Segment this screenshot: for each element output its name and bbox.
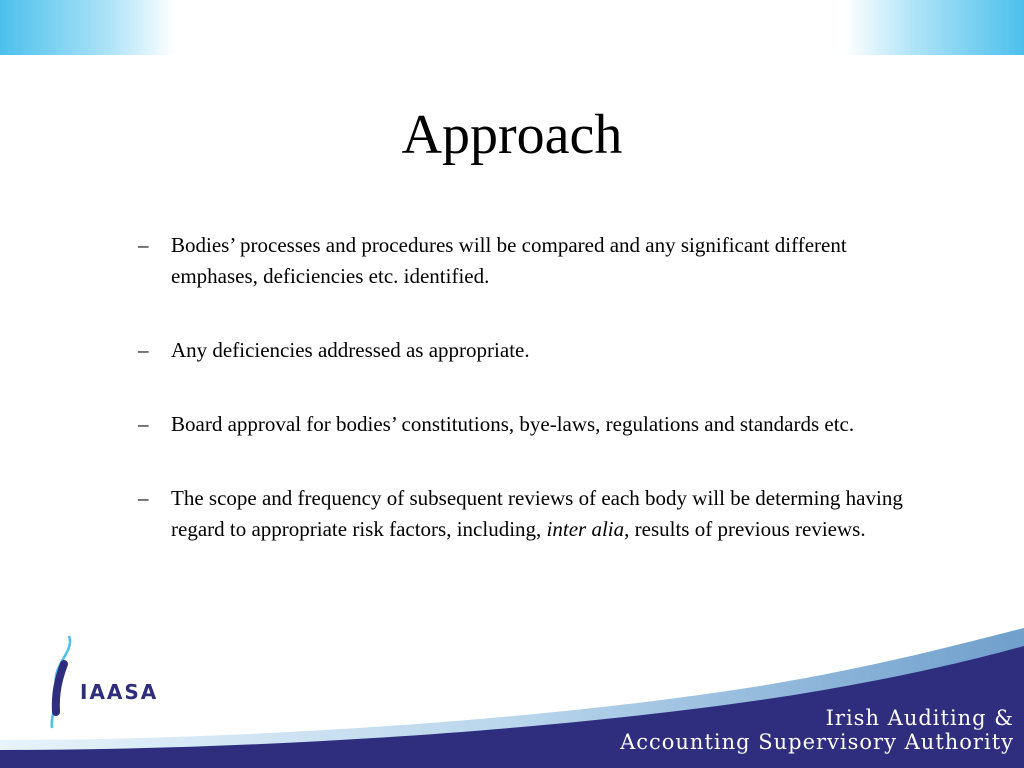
bullet-text-part: The scope and frequency of subsequent reviews of each body will be determing having regard to appropriate risk factors, including, [171,486,903,541]
iaasa-logo-text: IAASA [80,680,159,704]
authority-line-1: Irish Auditing & [825,706,1014,730]
top-gradient-bar [0,0,1024,55]
bullet-dash: – [138,338,149,362]
bullet-text: Any deficiencies addressed as appropriate. [171,338,530,362]
bullet-item [138,230,928,292]
bullet-item [138,409,928,440]
bullet-dash: – [138,233,149,257]
bullet-text-part: , results of previous reviews. [624,517,866,541]
bullet-text: Bodies’ processes and procedures will be compared and any significant different emphases, deficiencies etc. identified. [171,233,847,288]
bullet-text-italic: inter alia [546,517,625,541]
bullet-list [138,230,928,588]
bullet-item [138,483,928,545]
bullet-dash: – [138,412,149,436]
slide-title: Approach [401,104,623,166]
authority-line-2: Accounting Supervisory Authority [620,730,1014,754]
authority-name [620,706,1014,754]
bullet-text [171,486,903,541]
bullet-item [138,335,928,366]
bullet-dash: – [138,486,149,510]
iaasa-logo-mark [44,632,78,732]
bullet-text: Board approval for bodies’ constitutions, bye-laws, regulations and standards etc. [171,412,855,436]
